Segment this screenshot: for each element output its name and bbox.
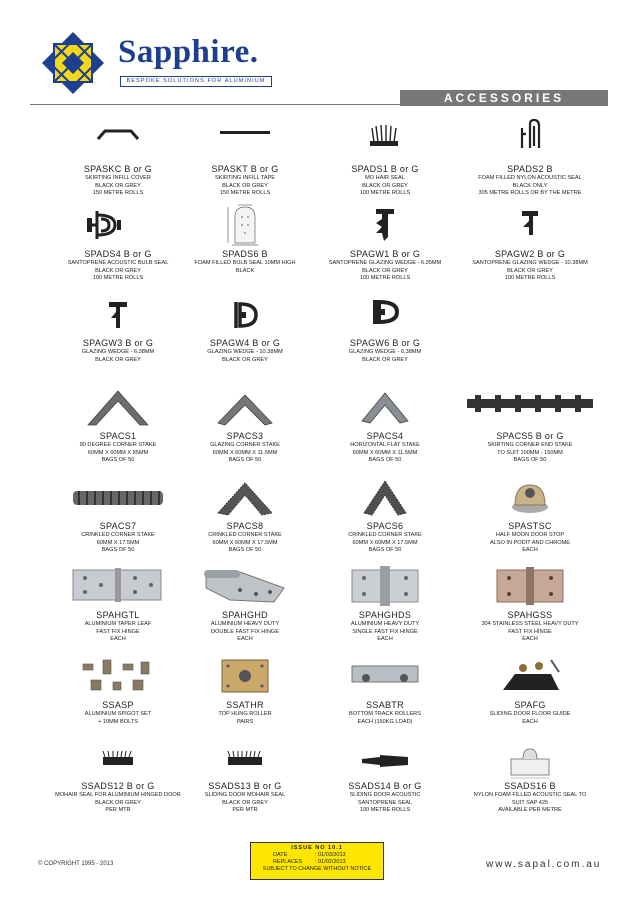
product-code: SPAGW6 B or G <box>349 338 421 348</box>
replaces-value: : 01/02/2013 <box>315 859 346 865</box>
product-code: SSASP <box>102 700 134 710</box>
product-ssads13: SSADS13 B or G SLIDING DOOR MOHAIR SEAL BLACK OR GREY PER MTR <box>170 745 320 815</box>
product-spagw2: SPAGW2 B or G SANTOPRENE GLAZING WEDGE - 10.38MM BLACK OR GREY 100 METRE ROLLS <box>455 203 605 283</box>
product-code: SPACS5 B or G <box>496 431 564 441</box>
product-code: SPASTSC <box>508 521 552 531</box>
product-code: SPAFG <box>514 700 546 710</box>
product-code: SPASKC B or G <box>83 164 153 174</box>
product-spahghds: SPAHGHDS ALUMINIUM HEAVY DUTY SINGLE FAST FIX HINGE EACH <box>310 564 460 644</box>
product-spads1: SPADS1 B or G MO HAIR SEAL BLACK OR GREY 100 METRE ROLLS <box>310 118 460 198</box>
issue-title: ISSUE NO 10.1 <box>291 845 343 851</box>
product-spads2: SPADS2 B FOAM FILLED NYLON ACOUSTIC SEAL BLACK ONLY 305 METRE ROLLS OR BY THE METRE <box>455 118 605 198</box>
product-code: SPAGW3 B or G <box>82 338 154 348</box>
product-code: SPAGW2 B or G <box>494 249 566 259</box>
product-code: SPACS6 <box>366 521 404 531</box>
product-code: SSATHR <box>226 700 264 710</box>
section-banner: ACCESSORIES <box>400 90 608 106</box>
product-code: SPADS2 B <box>507 164 553 174</box>
product-code: SPAHGTL <box>96 610 140 620</box>
product-code: SPAGW4 B or G <box>209 338 281 348</box>
product-spacs7: SPACS7 CRINKLED CORNER STAKE 60MM X 17.5MM BAGS OF 50 <box>43 475 193 555</box>
product-code: SSADS13 B or G <box>208 781 282 791</box>
product-spacs5: SPACS5 B or G SKIRTING CORNER END STAKE TO SUIT 100MM - 150MM BAGS OF 50 <box>455 385 605 465</box>
product-spacs6: SPACS6 CRINKLED CORNER STAKE 60MM X 60MM X 17.5MM BAGS OF 50 <box>310 475 460 555</box>
product-spastsc: SPASTSC HALF MOON DOOR STOP ALSO IN PODIT AND CHROME EACH <box>455 475 605 555</box>
product-code: SPAHGHD <box>222 610 268 620</box>
product-spagw3: SPAGW3 B or G GLAZING WEDGE - 6.38MM BLACK OR GREY <box>43 292 193 364</box>
product-spahgtl: SPAHGTL ALUMINIUM TAPER LEAF FAST FIX HINGE EACH <box>43 564 193 644</box>
product-ssads16: SSADS16 B NYLON FOAM FILLED ACOUSTIC SEAL TO SUIT SAP 425 AVAILABLE PER METRE <box>455 745 605 815</box>
product-code: SPACS3 <box>226 431 264 441</box>
brand-tagline: BESPOKE SOLUTIONS FOR ALUMINIUM <box>120 76 272 87</box>
header-divider <box>30 104 400 105</box>
website-url[interactable]: www.sapal.com.au <box>486 859 602 870</box>
product-ssads14: SSADS14 B or G SLIDING DOOR ACOUSTIC SANTOPRENE SEAL 100 METRE ROLLS <box>310 745 460 815</box>
product-spahghd: SPAHGHD ALUMINIUM HEAVY DUTY DOUBLE FAST FIX HINGE EACH <box>170 564 320 644</box>
product-spagw1: SPAGW1 B or G SANTOPRENE GLAZING WEDGE - 6.35MM BLACK OR GREY 100 METRE ROLLS <box>310 203 460 283</box>
issue-box <box>250 842 384 880</box>
product-spahgss: SPAHGSS 304 STAINLESS STEEL HEAVY DUTY FAST FIX HINGE EACH <box>455 564 605 644</box>
product-code: SPACS4 <box>366 431 404 441</box>
product-code: SSADS14 B or G <box>348 781 422 791</box>
product-code: SPADS6 B <box>222 249 268 259</box>
date-label: DATE <box>273 852 288 858</box>
product-code: SSABTR <box>366 700 404 710</box>
copyright: © COPYRIGHT 1995 - 2013 <box>38 861 114 867</box>
product-spagw4: SPAGW4 B or G GLAZING WEDGE - 10.38MM BLACK OR GREY <box>170 292 320 364</box>
replaces-label: REPLACES <box>273 859 303 865</box>
sapphire-logo-icon <box>40 30 106 96</box>
product-spacs8: SPACS8 CRINKLED CORNER STAKE 60MM X 60MM X 17.5MM BAGS OF 50 <box>170 475 320 555</box>
product-code: SPASKT B or G <box>211 164 279 174</box>
product-ssads12: SSADS12 B or G MOHAIR SEAL FOR ALUMINIUM HINGED DOOR BLACK OR GREY PER MTR <box>43 745 193 815</box>
product-spacs1: SPACS1 90 DEGREE CORNER STAKE 60MM X 60MM X 85MM BAGS OF 50 <box>43 385 193 465</box>
product-code: SPAGW1 B or G <box>349 249 421 259</box>
product-spagw6: SPAGW6 B or G GLAZING WEDGE - 6.38MM BLACK OR GREY <box>310 292 460 364</box>
product-code: SPACS8 <box>226 521 264 531</box>
product-code: SPAHGHDS <box>358 610 412 620</box>
product-ssasp: SSASP ALUMINIUM SPIGOT SET + 10MM BOLTS <box>43 654 193 726</box>
product-spacs3: SPACS3 GLAZING CORNER STAKE 60MM X 60MM X 11.5MM BAGS OF 50 <box>170 385 320 465</box>
product-code: SPADS1 B or G <box>351 164 419 174</box>
product-code: SPACS1 <box>99 431 137 441</box>
product-spaskc: SPASKC B or G SKIRTING INFILL COVER BLACK OR GREY 150 METRE ROLLS <box>43 118 193 198</box>
product-code: SPACS7 <box>99 521 137 531</box>
product-spads4: SPADS4 B or G SANTOPRENE ACOUSTIC BULB SEAL BLACK OR GREY 100 METRE ROLLS <box>43 203 193 283</box>
product-code: SPADS4 B or G <box>84 249 152 259</box>
brand-name: Sapphire. <box>118 34 259 70</box>
product-spacs4: SPACS4 HORIZONTAL FLAT STAKE 60MM X 60MM X 11.5MM BAGS OF 50 <box>310 385 460 465</box>
product-spafg: SPAFG SLIDING DOOR FLOOR GUIDE EACH <box>455 654 605 726</box>
product-ssathr: SSATHR TOP HUNG ROLLER PAIRS <box>170 654 320 726</box>
product-code: SSADS16 B <box>504 781 556 791</box>
product-code: SSADS12 B or G <box>81 781 155 791</box>
subject-note: SUBJECT TO CHANGE WITHOUT NOTICE <box>262 866 372 872</box>
product-spaskt: SPASKT B or G SKIRTING INFILL TAPE BLACK OR GREY 150 METRE ROLLS <box>170 118 320 198</box>
product-spads6: SPADS6 B FOAM FILLED BULB SEAL 10MM HIGH BLACK <box>170 203 320 275</box>
date-value: : 01/03/2013 <box>315 852 346 858</box>
product-ssabtr: SSABTR BOTTOM TRACK ROLLERS EACH (150KG LOAD) <box>310 654 460 726</box>
product-code: SPAHGSS <box>507 610 553 620</box>
